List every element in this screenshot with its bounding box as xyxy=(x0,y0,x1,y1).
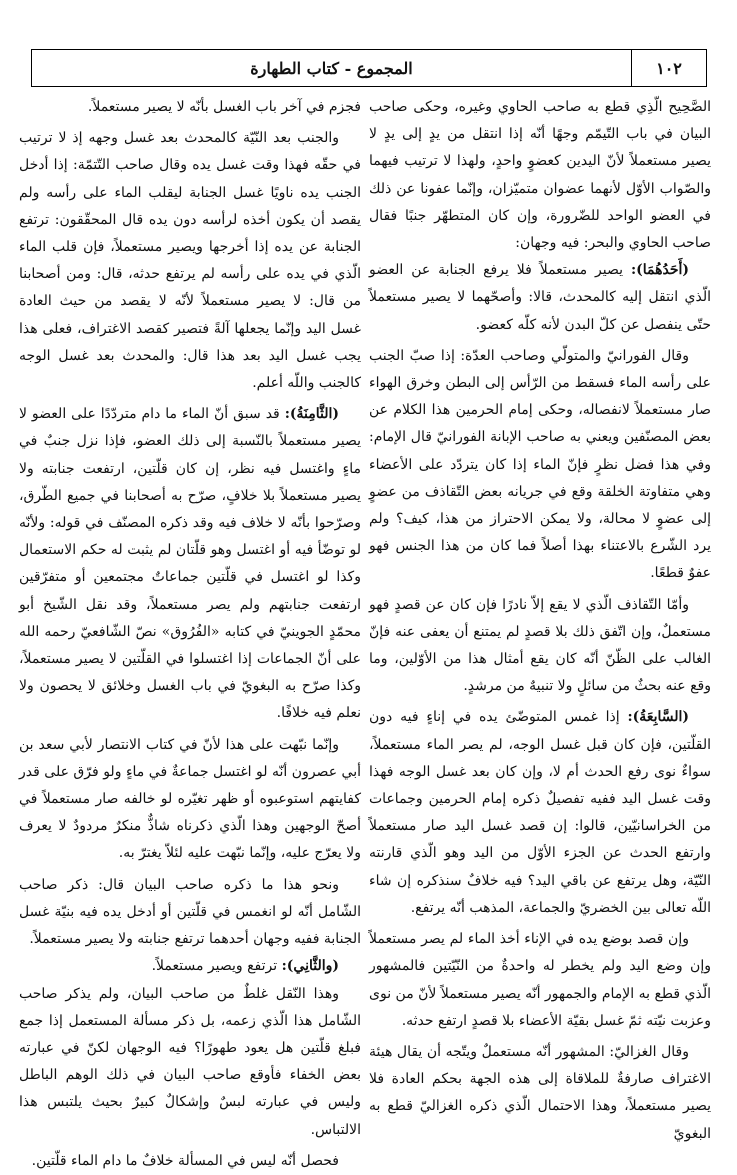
section-marker: (السَّابِعَةُ): xyxy=(627,709,689,726)
paragraph xyxy=(369,94,711,257)
section-marker: (أَحَدُهُمَا): xyxy=(630,262,689,279)
paragraph xyxy=(19,1148,361,1175)
paragraph-text: الصَّحِيح الّذِي قطع به صاحب الحاوي وغيره، وحكى صاحب البيان في باب التّيمّم وجهًا أنّه إذا انتقل من يدٍ إلى يدٍ لا يصير مستعملاً لأنّ اليدين كعضوٍ واحدٍ، ولهذا لا ترتيب فيهما والصّواب الأوّل لأنهما عضوان متميّزان، وإنّما عفونا عن ذلك في العضو الواحد للضّرورة، وإن كان المتطهّر جنبًا فقال صاحب الحاوي والبحر: فيه وجهان: xyxy=(369,99,711,252)
paragraph-text: فجزم في آخر باب الغسل بأنّه لا يصير مستعملاً. xyxy=(87,99,361,115)
paragraph xyxy=(369,343,711,588)
paragraph-text: فحصل أنّه ليس في المسألة خلافٌ ما دام الماء قلّتين. xyxy=(31,1152,339,1169)
paragraph-text: ونحو هذا ما ذكره صاحب البيان قال: ذكر صاحب الشّامل أنّه لو انغمس في قلّتين أو أدخل يده فيه بنيّة غسل الجنابة ففيه وجهان أحدهما ترتفع جنابته ولا يصير مستعملاً. xyxy=(19,876,361,948)
paragraph xyxy=(19,953,361,980)
paragraph-text: يصير مستعملاً فلا يرفع الجنابة عن العضو الّذي انتقل إليه كالمحدث، قالا: وأصحّهما لا يصير مستعملاً حتّى ينفصل عن كلّ البدن لأنه كلّه كعضو. xyxy=(369,262,711,333)
paragraph xyxy=(19,981,361,1144)
left-text-column xyxy=(19,94,361,1169)
section-marker: (والثَّانِي): xyxy=(281,958,339,975)
paragraph-text: وأمّا التّقاذف الّذي لا يقع إلاّ نادرًا فإن كان عن قصدٍ فهو مستعملٌ، وإن اتّفق ذلك بلا قصدٍ لم يمتنع أن يعفى عنه فإنّ الغالب على الظّنّ أنّه كان يقع أمثال هذا من الأوّلين، وما وقع عنه بحثٌ من سائلٍ ولا تنبيهٌ من مرشدٍ. xyxy=(369,596,711,695)
paragraph xyxy=(19,125,361,397)
paragraph-text: وإن قصد بوضع يده في الإناء أخذ الماء لم يصر مستعملاً وإن وضع اليد ولم يخطر له واحدةٌ من النّيّتين فالمشهور الّذي قطع به الإمام والجمهور أنّه يصير مستعملاً لأنّ من نوى وعزبت نيّته ثمّ غسل بقيّة الأعضاء بلا قصدٍ ارتفع حدثه. xyxy=(369,931,711,1029)
paragraph-text: وقال الفورانيّ والمتولّي وصاحب العدّة: إذا صبّ الجنب على رأسه الماء فسقط من الرّأس إلى البطن وخرق الهواء صار مستعملاً لانفصاله، وحكى إمام الحرمين هذا الكلام عن بعض المصنّفين ويعني به صاحب الإبانة الفورانيّ قال الإمام: وفي هذا فضل نظرٍ فإنّ الماء إذا كان يتردّد على الأعضاء وهي متفاوتة الخلقة وقع في جريانه بعض التّقاذف من عضوٍ إلى عضوٍ لا محالة، ولا يمكن الاحتراز من هذا، كيف؟ ولم يرد الشّرع بالاعتناء بهذا أصلاً فما كان من هذا الجنس فهو عفوٌ قطعًا. xyxy=(369,347,711,582)
paragraph-text: ترتفع ويصير مستعملاً. xyxy=(151,958,282,975)
paragraph xyxy=(369,592,711,701)
paragraph xyxy=(19,872,361,954)
paragraph-text: وهذا النّقل غلطٌ من صاحب البيان، ولم يذكر صاحب الشّامل هذا الّذي زعمه، بل ذكر مسألة المستعمل إذا جمع فبلغ قلّتين هل يعود طهورًا؟ فيه الوجهان لكنّ في عبارته بعض الخفاء فأوقع صاحب البيان في ذلك الوهم الباطل وليس في عبارته لبسٌ وإشكالٌ كبيرٌ بحيث يلتبس هذا الالتباس. xyxy=(19,985,361,1138)
section-marker: (الثَّامِنَةُ): xyxy=(284,406,339,423)
right-text-column xyxy=(369,94,711,1142)
paragraph xyxy=(369,704,711,922)
paragraph xyxy=(369,926,711,1035)
paragraph-text: والجنب بعد النّيّة كالمحدث بعد غسل وجهه إذ لا ترتيب في حقّه فهذا وقت غسل يده وقال صاحب التّتمّة: إذا أدخل الجنب يده ناويًا غسل الجنابة ليقلب الماء على رأسه ولم يقصد أن يكون أخذه لرأسه دون يده قال المحقّقون: ترتفع الجنابة عن يده إذا أخرجها ويصير مستعملاً، فإن قلب الماء الّذي في يده على رأسه لم يرتفع حدثه، قال: ومن أصحابنا من قال: لا يصير مستعملاً لأنّه لا يقصد من حيث العادة غسل اليد وإنّما يجعلها آلةً فتصير كقصد الاغتراف، فعلى هذا يجب غسل اليد بعد هذا قال: والمحدث بعد غسل الوجه كالجنب واللّه أعلم. xyxy=(19,130,361,392)
paragraph-text: وقال الغزاليّ: المشهور أنّه مستعملٌ ويتّجه أن يقال هيئة الاغتراف صارفةٌ للملاقاة إلى هذه الجهة بحكم العادة فلا يصير مستعملاً، وهذا الاحتمال الّذي ذكره الغزاليّ قطع به البغويّ xyxy=(369,1043,711,1142)
paragraph-text: قد سبق أنّ الماء ما دام متردّدًا على العضو لا يصير مستعملاً بالنّسبة إلى ذلك العضو، فإذا نزل جنبٌ في ماءٍ واغتسل فيه نظر، إن كان قلّتين، ارتفعت جنابته ولا يصير مستعملاً بلا خلافٍ، صرّح به أصحابنا في جميع الطّرق، وصرّحوا بأنّه لا خلاف فيه وقد ذكره المصنّف في قوله: ولأنّه لو توضّأ فيه أو اغتسل وهو قلّتان لم يثبت له حكم الاستعمال وكذا لو اغتسل في قلّتين جماعاتٌ مجتمعين أو متفرّقين ارتفعت جنابتهم ولم يصر مستعملاً، وقد نقل الشّيخ أبو محمّدٍ الجوينيّ في كتابه «الفُرُوق» نصّ الشّافعيّ رحمه الله على أنّ الجماعات إذا اغتسلوا في القلّتين لا يصير مستعملاً، وكذا صرّح به البغويّ في باب الغسل وخلائق لا يحصون ولا نعلم فيه خلافًا. xyxy=(19,406,361,722)
page-header xyxy=(31,49,707,87)
paragraph xyxy=(369,257,711,339)
page-number: ١٠٢ xyxy=(631,50,706,86)
paragraph-text: إذا غمس المتوضّئ يده في إناءٍ فيه دون القلّتين، فإن كان قبل غسل الوجه، لم يصر الماء مستعملاً، سواءٌ نوى رفع الحدث أم لا، وإن كان بعد غسل الوجه فهذا وقت غسل اليد ففيه تفصيلٌ ذكره إمام الحرمين وجماعات من الخراسانيّين، قالوا: إن قصد غسل اليد صار مستعملاً وارتفع الحدث عن الجزء الأوّل من اليد وهو الّذي قارنته النّيّة، وهل يرتفع عن باقي اليد؟ فيه خلافٌ سنذكره إن شاء اللّه تعالى بين الخضريّ والجماعة، المذهب أنّه يرتفع. xyxy=(369,709,711,916)
paragraph xyxy=(19,732,361,868)
paragraph xyxy=(369,1039,711,1148)
paragraph xyxy=(19,401,361,727)
paragraph-text: وإنّما نبّهت على هذا لأنّ في كتاب الانتصار لأبي سعد بن أبي عصرون أنّه لو اغتسل جماعةٌ في ماءٍ ولو فرّق على قدر كفايتهم استوعبوه أو ظهر تغيّره لو خالفه صار مستعملاً في أصحّ الوجهين وهذا الّذي ذكرناه شاذٌّ منكرٌ مردودٌ لا يعرف ولا يعرّج عليه، وإنّما نبّهت عليه لئلاّ يغترّ به. xyxy=(19,736,361,862)
running-title: المجموع - كتاب الطهارة xyxy=(250,58,413,78)
paragraph xyxy=(19,94,361,121)
